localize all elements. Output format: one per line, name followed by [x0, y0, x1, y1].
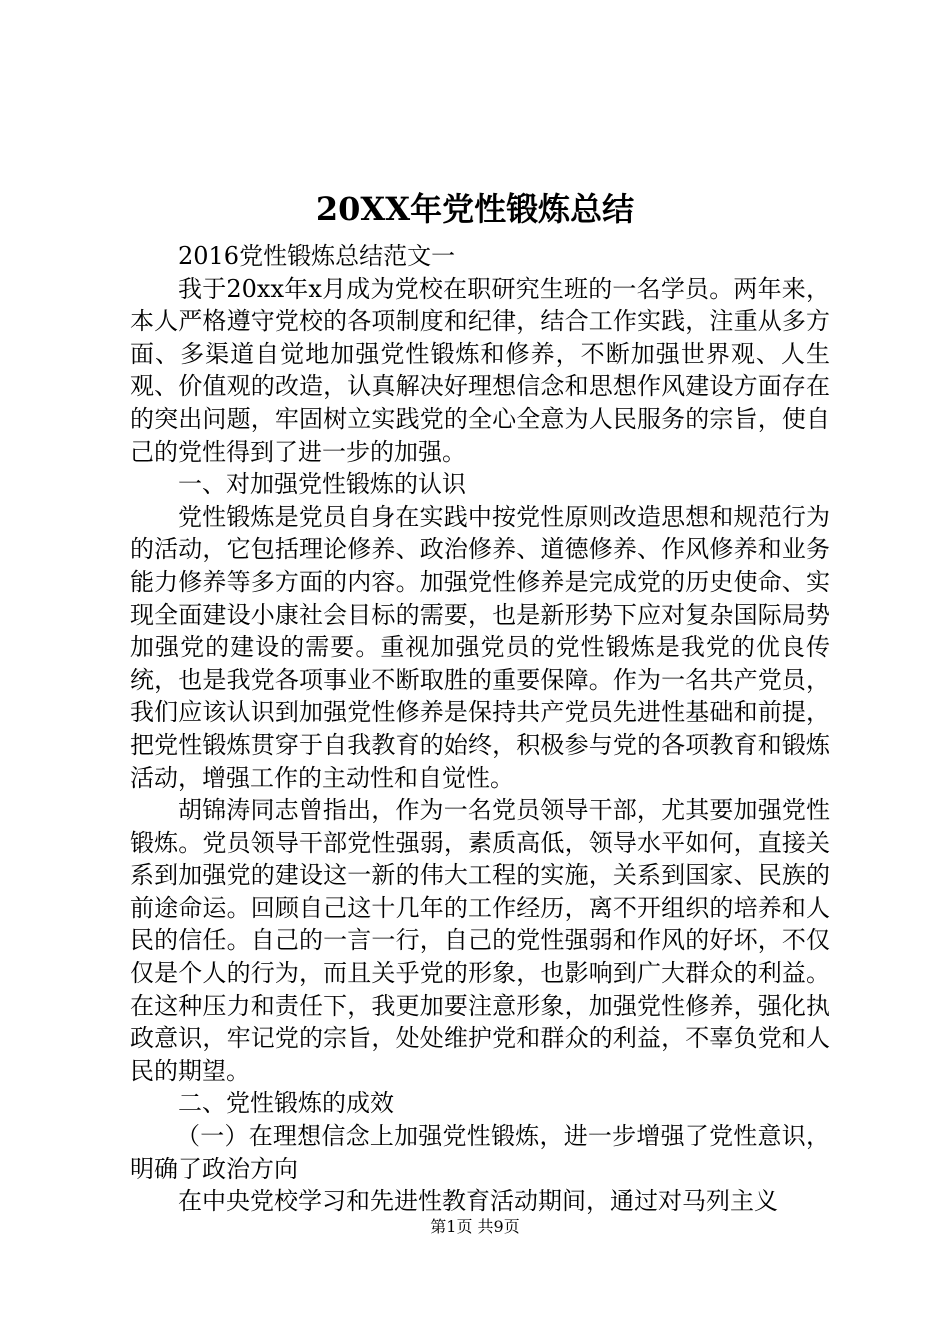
body-paragraph: 党性锻炼是党员自身在实践中按党性原则改造思想和规范行为的活动，它包括理论修养、政治修养、道德修养、作风修养和业务能力修养等多方面的内容。加强党性修养是完成党的历史使命、实现全面建设小康社会目标的需要，也是新形势下应对复杂国际局势加强党的建设的需要。重视加强党员的党性锻炼是我党的优良传统，也是我党各项事业不断取胜的重要保障。作为一名共产党员，我们应该认识到加强党性修养是保持共产党员先进性基础和前提，把党性锻炼贯穿于自我教育的始终，积极参与党的各项教育和锻炼活动，增强工作的主动性和自觉性。: [130, 502, 830, 792]
section-heading: 二、党性锻炼的成效: [178, 1089, 394, 1118]
document-title: 20XX年党性锻炼总结: [315, 190, 635, 228]
page-number-footer: 第1页 共9页: [430, 1217, 520, 1236]
body-paragraph: 在中央党校学习和先进性教育活动期间，通过对马列主义: [178, 1187, 778, 1216]
body-paragraph: 胡锦涛同志曾指出，作为一名党员领导干部，尤其要加强党性锻炼。党员领导干部党性强弱，素质高低，领导水平如何，直接关系到加强党的建设这一新的伟大工程的实施，关系到国家、民族的前途命运。回顾自己这十几年的工作经历，离不开组织的培养和人民的信任。自己的一言一行，自己的党性强弱和作风的好坏，不仅仅是个人的行为，而且关乎党的形象，也影响到广大群众的利益。在这种压力和责任下，我更加要注意形象，加强党性修养，强化执政意识，牢记党的宗旨，处处维护党和群众的利益，不辜负党和人民的期望。: [130, 796, 830, 1085]
subsection-heading: （一）在理想信念上加强党性锻炼，进一步增强了党性意识，明确了政治方向: [130, 1122, 830, 1183]
document-body: [130, 240, 830, 1218]
section-heading: 一、对加强党性锻炼的认识: [178, 470, 466, 499]
subtitle-paragraph: 2016党性锻炼总结范文一: [178, 242, 456, 270]
body-paragraph: 我于20xx年x月成为党校在职研究生班的一名学员。两年来，本人严格遵守党校的各项制度和纪律，结合工作实践，注重从多方面、多渠道自觉地加强党性锻炼和修养，不断加强世界观、人生观、价值观的改造，认真解决好理想信念和思想作风建设方面存在的突出问题，牢固树立实践党的全心全意为人民服务的宗旨，使自己的党性得到了进一步的加强。: [130, 274, 830, 466]
